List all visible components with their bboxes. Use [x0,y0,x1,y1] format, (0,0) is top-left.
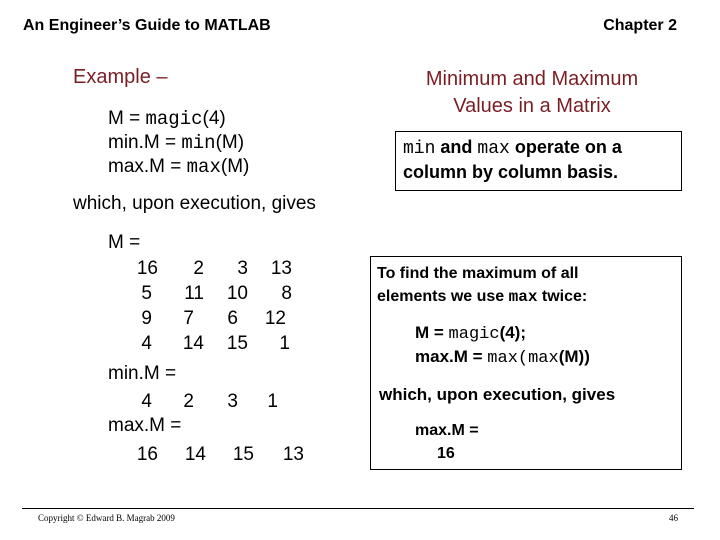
chapter-label: Chapter 2 [603,17,677,34]
matrix-cell: 14 [182,333,204,354]
max-value: 16 [136,444,158,465]
code-text: max.M = [108,156,187,177]
max-all-gives: which, upon execution, gives [379,385,616,404]
matrix-cell: 10 [226,283,248,304]
min-value: 2 [183,391,194,412]
max-label: max.M = [108,415,182,436]
code-line-min [108,131,249,155]
matrix-cell: 4 [141,333,152,354]
book-title: An Engineer’s Guide to MATLAB [23,17,271,34]
topic-title-line2: Values in a Matrix [453,95,611,117]
note-text: operate on a [509,137,622,157]
note-text: and [435,137,478,157]
min-value: 4 [141,391,152,412]
max-all-intro-line1: To find the maximum of all [377,265,579,282]
code-keyword: max [186,156,221,178]
max-value: 15 [232,444,254,465]
note-keyword-max: max [477,139,510,159]
matrix-label: M = [108,232,141,253]
matrix-cell: 5 [141,283,152,304]
min-value: 1 [267,391,278,412]
matrix-cell: 6 [227,308,238,329]
matrix-cell: 2 [193,258,204,279]
note-line2: column by column basis. [403,162,619,182]
matrix-cell: 9 [141,308,152,329]
code-line-max [108,155,249,179]
matrix-cell: 3 [237,258,248,279]
code-text: (M)) [558,347,590,366]
matrix-cell: 16 [136,258,158,279]
page-number: 46 [669,513,678,523]
code-text: (M) [215,132,245,153]
code-text: M = [415,323,449,342]
max-all-code1 [415,323,526,344]
matrix-cell: 13 [270,258,292,279]
gives-text: which, upon execution, gives [73,193,316,214]
copyright: Copyright © Edward B. Magrab 2009 [38,513,175,523]
code-text: max.M = [415,347,488,366]
code-line-magic [108,107,249,131]
note-line1 [403,135,622,162]
max-value: 13 [282,444,304,465]
topic-title [392,66,672,120]
intro-text: twice: [537,288,588,305]
matrix-cell: 12 [264,308,286,329]
matrix-cell: 11 [184,283,204,304]
code-block [108,107,249,179]
code-keyword: magic [145,108,203,130]
code-text: (4) [202,108,226,129]
matrix-cell: 7 [183,308,194,329]
min-values [0,391,340,415]
footer-divider [22,508,694,509]
note-keyword-min: min [403,139,436,159]
topic-title-line1: Minimum and Maximum [425,68,639,90]
max-all-result-label: max.M = [415,422,479,439]
example-label: Example – [73,66,168,88]
code-keyword: max(max [487,349,559,368]
code-text: M = [108,108,146,129]
min-label: min.M = [108,363,177,384]
code-text: min.M = [108,132,182,153]
min-value: 3 [227,391,238,412]
note-box [395,131,682,191]
code-keyword: magic [448,325,500,344]
matrix-cell: 1 [279,333,290,354]
max-all-intro-line2 [377,288,587,306]
max-all-box [370,256,682,470]
code-text: (M) [220,156,250,177]
matrix-cell: 15 [226,333,248,354]
code-keyword: min [181,132,216,154]
max-all-result-value: 16 [437,445,455,462]
max-value: 14 [184,444,206,465]
max-all-code2 [415,347,590,368]
matrix-table [0,258,340,358]
matrix-cell: 8 [281,283,292,304]
intro-text: elements we use [377,288,509,305]
max-values [0,444,340,468]
intro-keyword-max: max [508,288,538,306]
code-text: (4); [499,323,527,342]
